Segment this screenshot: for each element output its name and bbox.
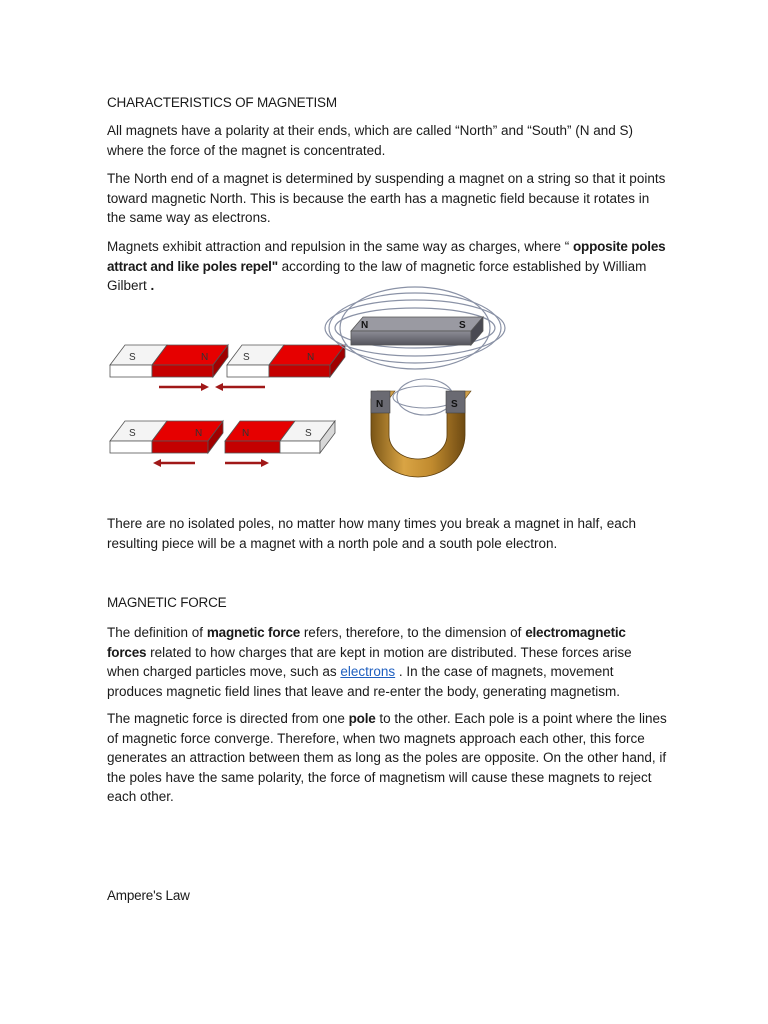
text-run: according to the law of magnetic force established by William Gilbert [107,258,647,293]
bold-magnetic-force: magnetic force [206,625,301,640]
paragraph-magnetic-force-definition [107,623,667,701]
text-run: refers, therefore, to the dimension of [300,625,526,640]
arrow-right-icon [225,459,269,467]
bar-magnet-field [325,287,505,369]
arrow-right-icon [159,383,209,391]
pole-label-n: N [307,352,315,363]
text-run: Magnets exhibit attraction and repulsion in the same way as charges, where “ [107,239,573,254]
electrons-link[interactable]: electrons [340,664,396,679]
pole-label-n: N [361,320,369,331]
bar-magnet-left-2 [110,421,223,453]
pole-label-s: S [451,399,458,410]
horseshoe-magnet [371,379,471,477]
text-run: The definition of [107,625,207,640]
text-run: related to how charges that are kept in motion are distributed. These forces arise when charged particles move, such as [107,644,632,679]
text-run: The magnetic force is directed from one [107,711,349,726]
pole-label-n: N [201,352,209,363]
pole-label-s: S [243,352,250,363]
bold-electromagnetic-forces: electromagnetic forces [107,625,626,660]
magnet-illustration [105,283,525,483]
magnet-figure [105,283,525,483]
paragraph-isolated-poles: There are no isolated poles, no matter how many times you break a magnet in half, each resulting piece will be a magnet with a north pole and a south pole electron. [107,516,637,551]
paragraph-force-direction [107,709,667,807]
bold-opposite-poles: opposite poles attract and like poles repel" [107,239,666,274]
arrow-left-icon [153,459,195,467]
bar-magnet-left-1 [110,345,228,377]
bar-magnet-right-2 [225,421,335,453]
bold-pole: pole [348,711,376,726]
text-run-end: . [150,278,155,293]
bar-magnet-pair-attract [110,345,345,391]
pole-label-n: N [242,428,250,439]
pole-label-s: S [305,428,312,439]
heading-amperes-law: Ampere's Law [107,888,190,903]
pole-label-s: S [129,352,136,363]
pole-label-s: S [129,428,136,439]
heading-magnetic-force: MAGNETIC FORCE [107,595,227,610]
text-run: . In the case of magnets, movement produces magnetic field lines that leave and re-enter the body, generating magnetism. [107,664,621,699]
paragraph-polarity: All magnets have a polarity at their ends, which are called “North” and “South” (N and S) where the force of the magnet is concentrated. [107,123,634,158]
pole-label-n: N [376,399,384,410]
paragraph-north-end: The North end of a magnet is determined by suspending a magnet on a string so that it points toward magnetic North. This is because the earth has a magnetic field because it rotates in the same way as electrons. [107,171,666,225]
pole-label-s: S [459,320,466,331]
bar-magnet-pair-repel [110,421,335,467]
bar-magnet-right-1 [227,345,345,377]
pole-label-n: N [195,428,203,439]
text-run: to the other. Each pole is a point where the lines of magnetic force converge. Therefore, when two magnets approach each other, this force generates an attraction between them as long as the poles are opposite. On the other hand, if the poles have the same polarity, the force of magnetism will cause these magnets to reject each other. [107,711,667,804]
heading-characteristics: CHARACTERISTICS OF MAGNETISM [107,95,337,110]
arrow-left-icon [215,383,265,391]
